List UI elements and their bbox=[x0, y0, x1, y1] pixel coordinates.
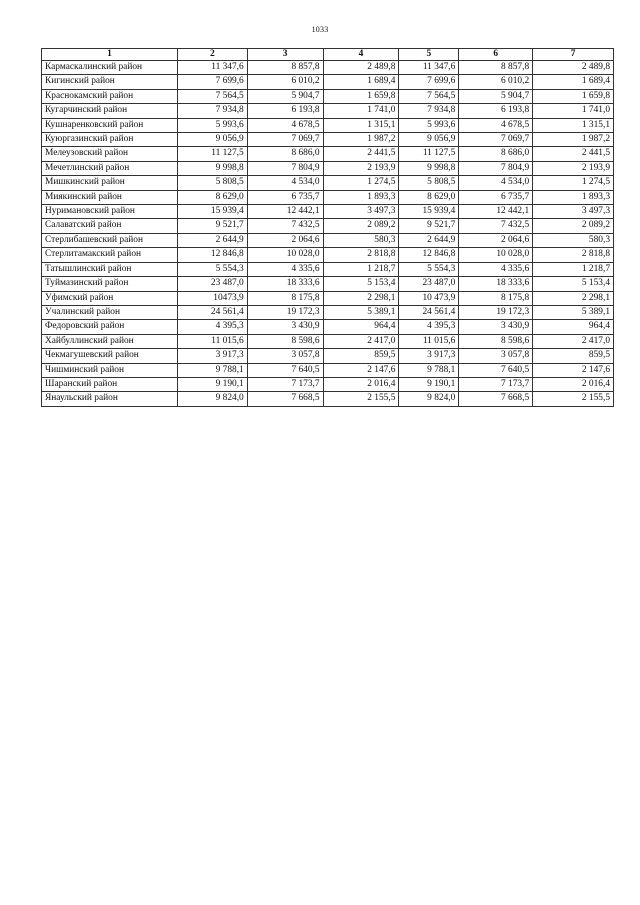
value-cell: 8 686,0 bbox=[247, 147, 323, 161]
page-number: 1033 bbox=[311, 25, 329, 34]
value-cell: 2 155,5 bbox=[323, 392, 399, 406]
table-row bbox=[42, 75, 614, 89]
value-cell: 4 678,5 bbox=[247, 118, 323, 132]
table-body bbox=[42, 61, 614, 407]
value-cell: 2 417,0 bbox=[323, 334, 399, 348]
value-cell: 15 939,4 bbox=[177, 205, 247, 219]
value-cell: 4 678,5 bbox=[459, 118, 533, 132]
value-cell: 7 668,5 bbox=[247, 392, 323, 406]
value-cell: 2 298,1 bbox=[323, 291, 399, 305]
value-cell: 4 534,0 bbox=[459, 176, 533, 190]
value-cell: 8 629,0 bbox=[177, 190, 247, 204]
value-cell: 2 089,2 bbox=[533, 219, 614, 233]
value-cell: 580,3 bbox=[323, 233, 399, 247]
table-row bbox=[42, 392, 614, 406]
value-cell: 3 917,3 bbox=[177, 349, 247, 363]
value-cell: 964,4 bbox=[323, 320, 399, 334]
value-cell: 8 175,8 bbox=[247, 291, 323, 305]
district-name-cell: Мелеузовский район bbox=[42, 147, 178, 161]
column-header: 2 bbox=[177, 49, 247, 61]
value-cell: 19 172,3 bbox=[459, 305, 533, 319]
table-row bbox=[42, 219, 614, 233]
table-row bbox=[42, 291, 614, 305]
value-cell: 9 521,7 bbox=[177, 219, 247, 233]
district-name-cell: Мишкинский район bbox=[42, 176, 178, 190]
district-name-cell: Кушнаренковский район bbox=[42, 118, 178, 132]
value-cell: 18 333,6 bbox=[247, 277, 323, 291]
district-name-cell: Краснокамский район bbox=[42, 89, 178, 103]
value-cell: 2 644,9 bbox=[177, 233, 247, 247]
value-cell: 2 441,5 bbox=[323, 147, 399, 161]
value-cell: 12 442,1 bbox=[247, 205, 323, 219]
value-cell: 1 741,0 bbox=[533, 104, 614, 118]
value-cell: 4 534,0 bbox=[247, 176, 323, 190]
district-name-cell: Стерлибашевский район bbox=[42, 233, 178, 247]
value-cell: 7 804,9 bbox=[459, 161, 533, 175]
value-cell: 18 333,6 bbox=[459, 277, 533, 291]
district-name-cell: Куюргазинский район bbox=[42, 133, 178, 147]
value-cell: 9 788,1 bbox=[177, 363, 247, 377]
value-cell: 5 153,4 bbox=[533, 277, 614, 291]
district-name-cell: Туймазинский район bbox=[42, 277, 178, 291]
value-cell: 6 193,8 bbox=[247, 104, 323, 118]
value-cell: 2 417,0 bbox=[533, 334, 614, 348]
district-name-cell: Шаранский район bbox=[42, 377, 178, 391]
value-cell: 2 016,4 bbox=[323, 377, 399, 391]
value-cell: 9 998,8 bbox=[177, 161, 247, 175]
value-cell: 3 057,8 bbox=[247, 349, 323, 363]
table-row bbox=[42, 118, 614, 132]
column-header: 5 bbox=[399, 49, 459, 61]
table-row bbox=[42, 176, 614, 190]
value-cell: 1 218,7 bbox=[323, 262, 399, 276]
table-row bbox=[42, 205, 614, 219]
district-name-cell: Уфимский район bbox=[42, 291, 178, 305]
column-header: 7 bbox=[533, 49, 614, 61]
value-cell: 2 193,9 bbox=[533, 161, 614, 175]
column-header: 4 bbox=[323, 49, 399, 61]
table-row bbox=[42, 277, 614, 291]
value-cell: 10473,9 bbox=[177, 291, 247, 305]
value-cell: 7 432,5 bbox=[459, 219, 533, 233]
value-cell: 8 857,8 bbox=[459, 61, 533, 75]
value-cell: 1 741,0 bbox=[323, 104, 399, 118]
value-cell: 3 430,9 bbox=[459, 320, 533, 334]
value-cell: 8 629,0 bbox=[399, 190, 459, 204]
value-cell: 3 497,3 bbox=[323, 205, 399, 219]
value-cell: 7 069,7 bbox=[247, 133, 323, 147]
value-cell: 2 441,5 bbox=[533, 147, 614, 161]
value-cell: 7 934,8 bbox=[177, 104, 247, 118]
value-cell: 5 389,1 bbox=[533, 305, 614, 319]
value-cell: 9 056,9 bbox=[177, 133, 247, 147]
table-row bbox=[42, 248, 614, 262]
district-name-cell: Кигинский район bbox=[42, 75, 178, 89]
value-cell: 2 818,8 bbox=[533, 248, 614, 262]
value-cell: 7 640,5 bbox=[459, 363, 533, 377]
value-cell: 7 173,7 bbox=[459, 377, 533, 391]
value-cell: 11 127,5 bbox=[177, 147, 247, 161]
value-cell: 11 015,6 bbox=[177, 334, 247, 348]
district-name-cell: Нуримановский район bbox=[42, 205, 178, 219]
table-row bbox=[42, 363, 614, 377]
table-row bbox=[42, 305, 614, 319]
value-cell: 5 904,7 bbox=[247, 89, 323, 103]
value-cell: 6 010,2 bbox=[247, 75, 323, 89]
value-cell: 1 689,4 bbox=[323, 75, 399, 89]
value-cell: 859,5 bbox=[533, 349, 614, 363]
value-cell: 23 487,0 bbox=[177, 277, 247, 291]
table-row bbox=[42, 377, 614, 391]
value-cell: 7 699,6 bbox=[399, 75, 459, 89]
value-cell: 2 818,8 bbox=[323, 248, 399, 262]
value-cell: 2 193,9 bbox=[323, 161, 399, 175]
value-cell: 5 808,5 bbox=[399, 176, 459, 190]
value-cell: 580,3 bbox=[533, 233, 614, 247]
value-cell: 11 347,6 bbox=[399, 61, 459, 75]
table-row bbox=[42, 334, 614, 348]
value-cell: 4 335,6 bbox=[247, 262, 323, 276]
value-cell: 1 659,8 bbox=[533, 89, 614, 103]
district-name-cell: Стерлитамакский район bbox=[42, 248, 178, 262]
value-cell: 2 298,1 bbox=[533, 291, 614, 305]
district-table bbox=[41, 48, 614, 407]
value-cell: 7 069,7 bbox=[459, 133, 533, 147]
value-cell: 2 089,2 bbox=[323, 219, 399, 233]
value-cell: 3 057,8 bbox=[459, 349, 533, 363]
value-cell: 1 218,7 bbox=[533, 262, 614, 276]
district-name-cell: Чишминский район bbox=[42, 363, 178, 377]
value-cell: 1 274,5 bbox=[323, 176, 399, 190]
value-cell: 4 395,3 bbox=[399, 320, 459, 334]
value-cell: 8 175,8 bbox=[459, 291, 533, 305]
district-name-cell: Татышлинский район bbox=[42, 262, 178, 276]
value-cell: 7 640,5 bbox=[247, 363, 323, 377]
column-header: 6 bbox=[459, 49, 533, 61]
value-cell: 23 487,0 bbox=[399, 277, 459, 291]
value-cell: 5 153,4 bbox=[323, 277, 399, 291]
district-name-cell: Миякинский район bbox=[42, 190, 178, 204]
value-cell: 1 893,3 bbox=[533, 190, 614, 204]
district-name-cell: Учалинский район bbox=[42, 305, 178, 319]
value-cell: 5 808,5 bbox=[177, 176, 247, 190]
value-cell: 7 668,5 bbox=[459, 392, 533, 406]
value-cell: 2 644,9 bbox=[399, 233, 459, 247]
value-cell: 1 987,2 bbox=[533, 133, 614, 147]
value-cell: 5 554,3 bbox=[399, 262, 459, 276]
value-cell: 8 857,8 bbox=[247, 61, 323, 75]
value-cell: 12 442,1 bbox=[459, 205, 533, 219]
table-row bbox=[42, 190, 614, 204]
table-row bbox=[42, 349, 614, 363]
table-row bbox=[42, 161, 614, 175]
value-cell: 7 804,9 bbox=[247, 161, 323, 175]
value-cell: 1 893,3 bbox=[323, 190, 399, 204]
value-cell: 1 274,5 bbox=[533, 176, 614, 190]
value-cell: 6 735,7 bbox=[459, 190, 533, 204]
value-cell: 7 934,8 bbox=[399, 104, 459, 118]
value-cell: 5 389,1 bbox=[323, 305, 399, 319]
value-cell: 2 147,6 bbox=[533, 363, 614, 377]
value-cell: 8 686,0 bbox=[459, 147, 533, 161]
value-cell: 8 598,6 bbox=[459, 334, 533, 348]
value-cell: 9 824,0 bbox=[177, 392, 247, 406]
value-cell: 19 172,3 bbox=[247, 305, 323, 319]
value-cell: 11 015,6 bbox=[399, 334, 459, 348]
value-cell: 5 993,6 bbox=[177, 118, 247, 132]
district-name-cell: Мечетлинский район bbox=[42, 161, 178, 175]
district-name-cell: Кугарчинский район bbox=[42, 104, 178, 118]
value-cell: 3 917,3 bbox=[399, 349, 459, 363]
value-cell: 9 824,0 bbox=[399, 392, 459, 406]
value-cell: 9 190,1 bbox=[399, 377, 459, 391]
value-cell: 10 028,0 bbox=[247, 248, 323, 262]
value-cell: 1 659,8 bbox=[323, 89, 399, 103]
value-cell: 9 998,8 bbox=[399, 161, 459, 175]
value-cell: 1 315,1 bbox=[323, 118, 399, 132]
value-cell: 12 846,8 bbox=[399, 248, 459, 262]
table-row bbox=[42, 61, 614, 75]
value-cell: 7 432,5 bbox=[247, 219, 323, 233]
value-cell: 24 561,4 bbox=[177, 305, 247, 319]
value-cell: 1 987,2 bbox=[323, 133, 399, 147]
value-cell: 964,4 bbox=[533, 320, 614, 334]
value-cell: 9 056,9 bbox=[399, 133, 459, 147]
value-cell: 859,5 bbox=[323, 349, 399, 363]
value-cell: 11 347,6 bbox=[177, 61, 247, 75]
value-cell: 7 564,5 bbox=[177, 89, 247, 103]
value-cell: 10 473,9 bbox=[399, 291, 459, 305]
district-name-cell: Хайбуллинский район bbox=[42, 334, 178, 348]
value-cell: 9 190,1 bbox=[177, 377, 247, 391]
district-name-cell: Салаватский район bbox=[42, 219, 178, 233]
district-name-cell: Чекмагушевский район bbox=[42, 349, 178, 363]
table-row bbox=[42, 147, 614, 161]
table-row bbox=[42, 262, 614, 276]
value-cell: 5 554,3 bbox=[177, 262, 247, 276]
value-cell: 1 315,1 bbox=[533, 118, 614, 132]
value-cell: 7 699,6 bbox=[177, 75, 247, 89]
value-cell: 2 016,4 bbox=[533, 377, 614, 391]
value-cell: 15 939,4 bbox=[399, 205, 459, 219]
column-header: 1 bbox=[42, 49, 178, 61]
value-cell: 2 489,8 bbox=[533, 61, 614, 75]
column-header: 3 bbox=[247, 49, 323, 61]
value-cell: 2 489,8 bbox=[323, 61, 399, 75]
table-row bbox=[42, 320, 614, 334]
table-row bbox=[42, 133, 614, 147]
header-row bbox=[42, 49, 614, 61]
district-name-cell: Янаульский район bbox=[42, 392, 178, 406]
value-cell: 3 497,3 bbox=[533, 205, 614, 219]
table-row bbox=[42, 89, 614, 103]
value-cell: 1 689,4 bbox=[533, 75, 614, 89]
value-cell: 9 788,1 bbox=[399, 363, 459, 377]
district-name-cell: Федоровский район bbox=[42, 320, 178, 334]
value-cell: 24 561,4 bbox=[399, 305, 459, 319]
value-cell: 2 155,5 bbox=[533, 392, 614, 406]
value-cell: 11 127,5 bbox=[399, 147, 459, 161]
value-cell: 2 064,6 bbox=[247, 233, 323, 247]
value-cell: 6 010,2 bbox=[459, 75, 533, 89]
value-cell: 7 173,7 bbox=[247, 377, 323, 391]
value-cell: 12 846,8 bbox=[177, 248, 247, 262]
value-cell: 4 335,6 bbox=[459, 262, 533, 276]
value-cell: 2 064,6 bbox=[459, 233, 533, 247]
value-cell: 4 395,3 bbox=[177, 320, 247, 334]
value-cell: 7 564,5 bbox=[399, 89, 459, 103]
value-cell: 2 147,6 bbox=[323, 363, 399, 377]
table-row bbox=[42, 104, 614, 118]
district-name-cell: Кармаскалинский район bbox=[42, 61, 178, 75]
value-cell: 3 430,9 bbox=[247, 320, 323, 334]
value-cell: 8 598,6 bbox=[247, 334, 323, 348]
value-cell: 6 735,7 bbox=[247, 190, 323, 204]
table-row bbox=[42, 233, 614, 247]
value-cell: 6 193,8 bbox=[459, 104, 533, 118]
value-cell: 9 521,7 bbox=[399, 219, 459, 233]
value-cell: 10 028,0 bbox=[459, 248, 533, 262]
value-cell: 5 904,7 bbox=[459, 89, 533, 103]
value-cell: 5 993,6 bbox=[399, 118, 459, 132]
